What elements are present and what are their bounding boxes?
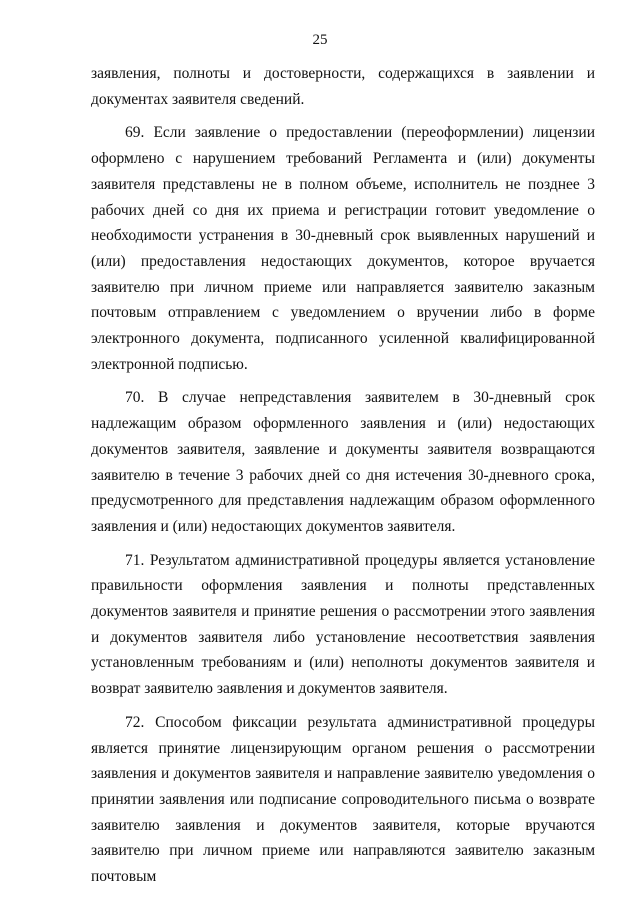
paragraph-70: 70. В случае непредставления заявителем в 30-дневный срок надлежащим образом оформленного заявления и (или) недостающих документов заявителя, заявление и документы заявителя возвращаются заявителю в течение 3 рабочих дней со дня истечения 30-дневного срока, предусмотренного для представления надлежащим образом оформленного заявления и (или) недостающих документов заявителя. — [91, 389, 595, 535]
page-number: 25 — [312, 32, 328, 48]
paragraph-72: 72. Способом фиксации результата административной процедуры является принятие лицензирующим органом решения о рассмотрении заявления и документов заявителя и направление заявителю уведомления о принятии заявления или подписание сопроводительного письма о возврате заявителю заявления и документов заявителя, которые вручаются заявителю при личном приеме или направляются заявителю заказным почтовым — [91, 713, 595, 886]
paragraph-71: 71. Результатом административной процедуры является установление правильности оформления заявления и полноты представленных документов заявителя и принятие решения о рассмотрении этого заявления и документов заявителя либо установление несоответствия заявления установленным требованиям и (или) неполноты документов заявителя и возврат заявителю заявления и документов заявителя. — [91, 551, 595, 698]
paragraph-continuation: заявления, полноты и достоверности, содержащихся в заявлении и документах заявителя сведений. — [91, 65, 595, 108]
document-body — [91, 61, 595, 890]
paragraph-69: 69. Если заявление о предоставлении (переоформлении) лицензии оформлено с нарушением требований Регламента и (или) документы заявителя представлены не в полном объеме, исполнитель не позднее 3 рабочих дней со дня их приема и регистрации готовит уведомление о необходимости устранения в 30-дневный срок выявленных нарушений и (или) предоставления недостающих документов, которое вручается заявителю при личном приеме или направляется заявителю заказным почтовым отправлением с уведомлением о вручении либо в форме электронного документа, подписанного усиленной квалифицированной электронной подписью. — [91, 124, 595, 373]
